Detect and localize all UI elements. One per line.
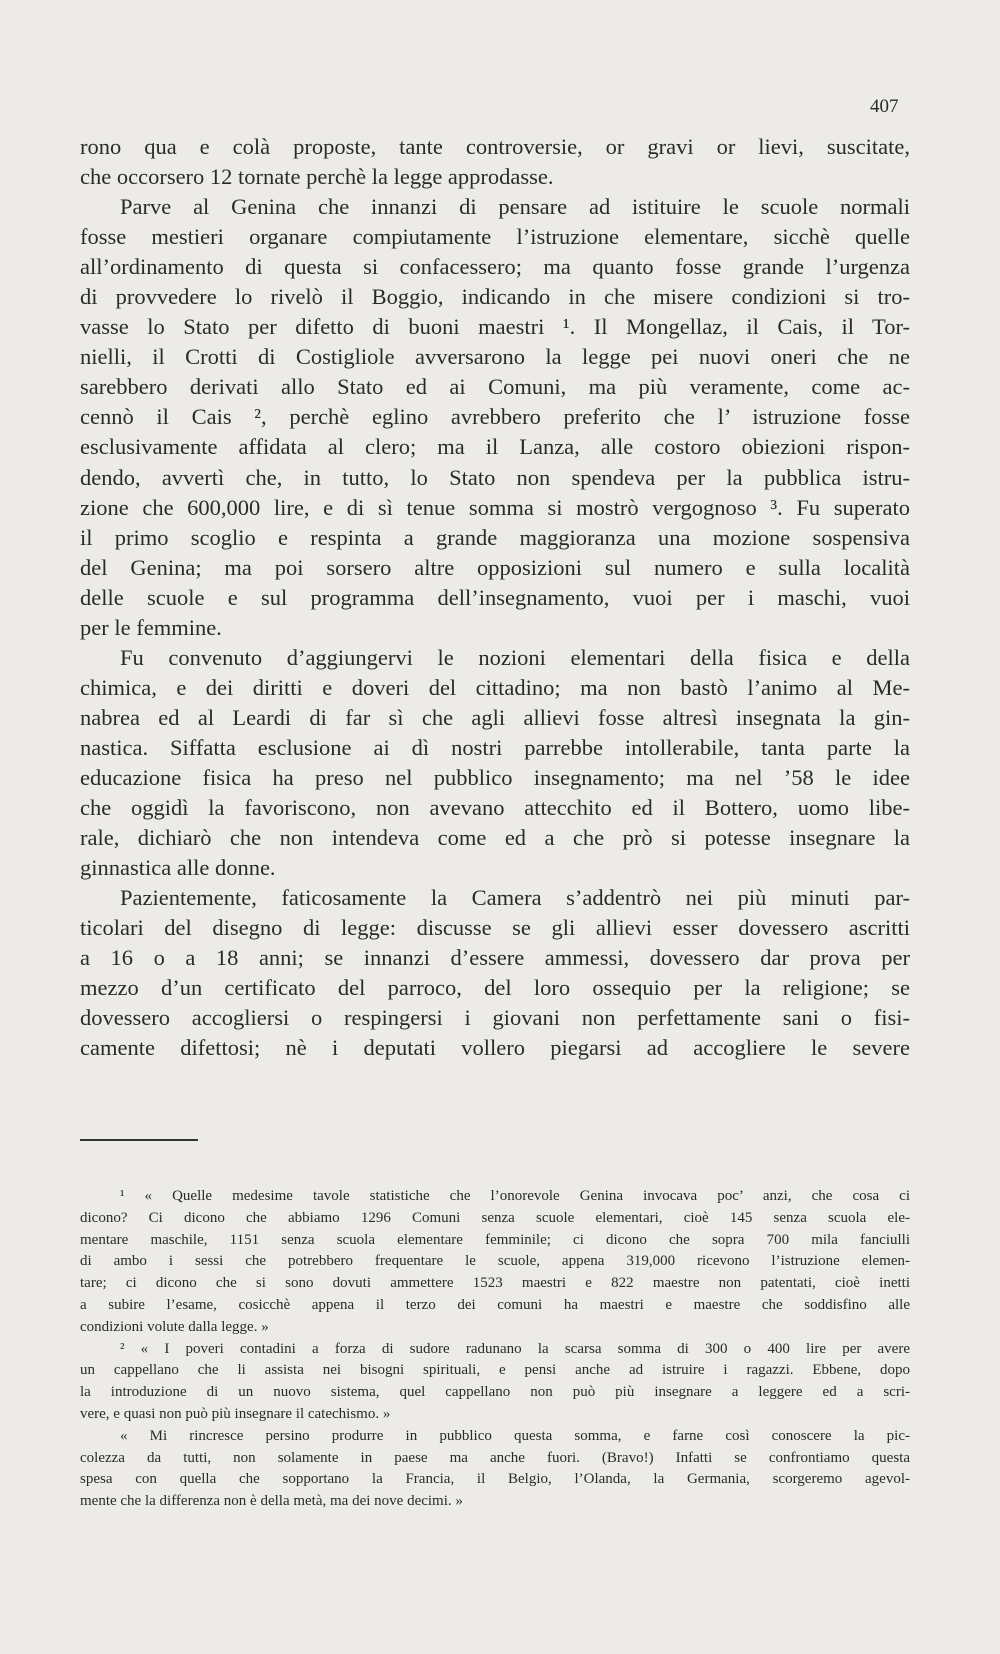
text-line: di provvedere lo rivelò il Boggio, indicando in che misere condizioni si tro-: [80, 284, 910, 310]
text-line: camente difettosi; nè i deputati vollero piegarsi ad accogliere le severe: [80, 1035, 910, 1061]
text-line: a 16 o a 18 anni; se innanzi d’essere ammessi, dovessero dar prova per: [80, 945, 910, 971]
footnote-line: di ambo i sessi che potrebbero frequentare le scuole, appena 319,000 ricevono l’istruzione elemen-: [80, 1253, 910, 1270]
text-line: esclusivamente affidata al clero; ma il Lanza, alle costoro obiezioni rispon-: [80, 434, 910, 460]
text-line: cennò il Cais ², perchè eglino avrebbero preferito che l’ istruzione fosse: [80, 404, 910, 430]
footnote-line: mentare maschile, 1151 senza scuola elementare femminile; ci dicono che sopra 700 mila fanciulli: [80, 1231, 910, 1248]
text-line: ginnastica alle donne.: [80, 855, 276, 881]
text-line: nabrea ed al Leardi di far sì che agli allievi fosse altresì insegnata la gin-: [80, 704, 910, 730]
text-line: dovessero accogliersi o respingersi i giovani non perfettamente sani o fisi-: [80, 1005, 910, 1031]
text-line: mezzo d’un certificato del parroco, del loro ossequio per la religione; se: [80, 975, 910, 1001]
footnote-line: colezza da tutti, non solamente in paese ma anche fuori. (Bravo!) Infatti se confrontiamo questa: [80, 1449, 910, 1466]
text-line: Fu convenuto d’aggiungervi le nozioni elementari della fisica e della: [120, 644, 910, 670]
footnote-line: tare; ci dicono che si sono dovuti ammettere 1523 maestri e 822 maestre non patentati, cioè inetti: [80, 1275, 910, 1292]
page-number: 407: [870, 96, 899, 117]
footnote-line: mente che la differenza non è della metà, ma dei nove decimi. »: [80, 1493, 463, 1510]
text-line: ticolari del disegno di legge: discusse se gli allievi esser dovessero ascritti: [80, 915, 910, 941]
text-line: dendo, avvertì che, in tutto, lo Stato non spendeva per la pubblica istru-: [80, 464, 910, 490]
text-line: nastica. Siffatta esclusione ai dì nostri parrebbe intollerabile, tanta parte la: [80, 734, 910, 760]
text-line: zione che 600,000 lire, e di sì tenue somma si mostrò vergognoso ³. Fu superato: [80, 494, 910, 520]
footnotes: [80, 1186, 910, 1513]
text-line: educazione fisica ha preso nel pubblico insegnamento; ma nel ’58 le idee: [80, 764, 910, 790]
footnote-line: « Mi rincresce persino produrre in pubblico questa somma, e farne così conoscere la pic-: [120, 1427, 910, 1444]
text-line: per le femmine.: [80, 614, 222, 640]
text-line: fosse mestieri organare compiutamente l’istruzione elementare, sicchè quelle: [80, 224, 910, 250]
footnote-line: spesa con quella che sopportano la Francia, il Belgio, l’Olanda, la Germania, scorgeremo agevol-: [80, 1471, 910, 1488]
footnote-line: condizioni volute dalla legge. »: [80, 1318, 269, 1335]
footnote-line: ² « I poveri contadini a forza di sudore radunano la scarsa somma di 300 o 400 lire per avere: [120, 1340, 910, 1357]
text-line: sarebbero derivati allo Stato ed ai Comuni, ma più veramente, come ac-: [80, 374, 910, 400]
text-line: all’ordinamento di questa si confacessero; ma quanto fosse grande l’urgenza: [80, 254, 910, 280]
text-line: il primo scoglio e respinta a grande maggioranza una mozione sospensiva: [80, 524, 910, 550]
text-line: che oggidì la favoriscono, non avevano attecchito ed il Bottero, uomo libe-: [80, 795, 910, 821]
footnote-line: dicono? Ci dicono che abbiamo 1296 Comuni senza scuole elementari, cioè 145 senza scuola ele-: [80, 1209, 910, 1226]
text-line: rono qua e colà proposte, tante controversie, or gravi or lievi, suscitate,: [80, 134, 910, 159]
footnote-line: a subire l’esame, cosicchè appena il terzo dei comuni ha maestri e maestre che soddisfino alle: [80, 1296, 910, 1313]
text-line: nielli, il Crotti di Costigliole avversarono la legge pei nuovi oneri che ne: [80, 344, 910, 370]
footnote-line: un cappellano che li assista nei bisogni spirituali, e pensi anche ad istruire i ragazzi. Ebbene, dopo: [80, 1362, 910, 1379]
main-text: [80, 132, 910, 1063]
footnote-line: la introduzione di un nuovo sistema, quel cappellano non può più insegnare a leggere ed a scri-: [80, 1384, 910, 1401]
footnote-rule: [80, 1139, 198, 1141]
text-line: del Genina; ma poi sorsero altre opposizioni sul numero e sulla località: [80, 554, 910, 580]
text-line: vasse lo Stato per difetto di buoni maestri ¹. Il Mongellaz, il Cais, il Tor-: [80, 314, 910, 340]
text-line: delle scuole e sul programma dell’insegnamento, vuoi per i maschi, vuoi: [80, 584, 910, 610]
footnote-line: ¹ « Quelle medesime tavole statistiche che l’onorevole Genina invocava poc’ anzi, che cosa ci: [120, 1188, 910, 1204]
text-line: Pazientemente, faticosamente la Camera s’addentrò nei più minuti par-: [120, 885, 910, 911]
text-line: che occorsero 12 tornate perchè la legge approdasse.: [80, 164, 554, 190]
footnote-line: vere, e quasi non può più insegnare il catechismo. »: [80, 1405, 391, 1422]
text-line: chimica, e dei diritti e doveri del cittadino; ma non bastò l’animo al Me-: [80, 674, 910, 700]
text-line: rale, dichiarò che non intendeva come ed a che prò si potesse insegnare la: [80, 825, 910, 851]
text-line: Parve al Genina che innanzi di pensare ad istituire le scuole normali: [120, 194, 910, 220]
